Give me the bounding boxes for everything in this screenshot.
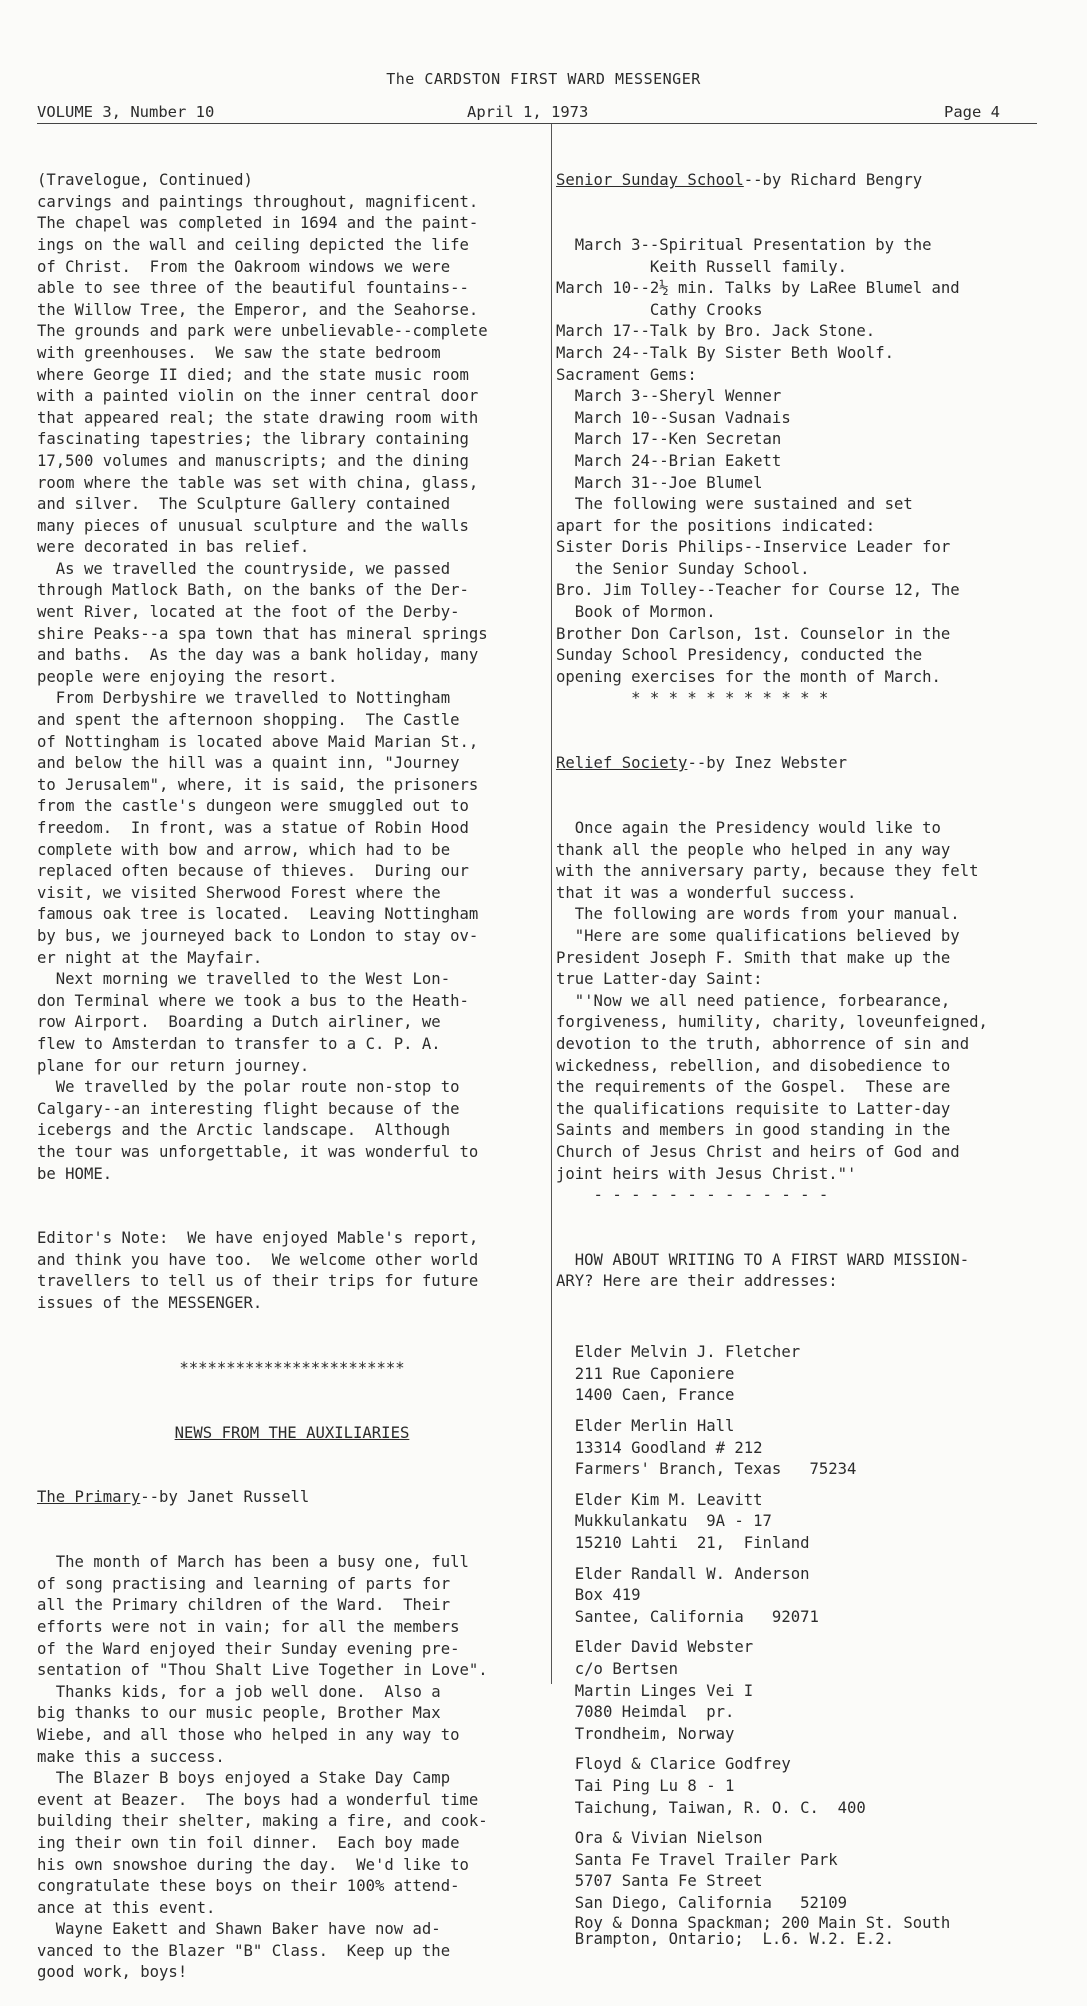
issue-date: April 1, 1973 (467, 103, 589, 121)
address-line: 1400 Caen, France (556, 1386, 735, 1405)
relief-line: true Latter-day Saint: (556, 970, 763, 989)
address-block (556, 1490, 1056, 1555)
travelogue-line: The grounds and park were unbelievable--complete (37, 322, 488, 341)
senior-line: March 10--2½ min. Talks by LaRee Blumel and (556, 279, 960, 298)
relief-line: President Joseph F. Smith that make up the (556, 948, 951, 967)
travelogue-line: able to see three of the beautiful fountains-- (37, 279, 469, 298)
primary-line: event at Beazer. The boys had a wonderful time (37, 1790, 479, 1809)
editors-note-line: travellers to tell us of their trips for future (37, 1272, 479, 1291)
primary-line: congratulate these boys on their 100% attend- (37, 1877, 460, 1896)
travelogue-line: and baths. As the day was a bank holiday, many (37, 646, 479, 665)
address-line: Elder Merlin Hall (556, 1417, 735, 1436)
section-divider: ************************ (179, 1358, 405, 1377)
relief-line: devotion to the truth, abhorrence of sin and (556, 1034, 970, 1053)
senior-heading-line (556, 170, 1056, 192)
travelogue-line: room where the table was set with china, glass, (37, 473, 479, 492)
relief-line: Once again the Presidency would like to (556, 819, 941, 837)
travelogue-line: plane for our return journey. (37, 1056, 310, 1075)
address-line: Floyd & Clarice Godfrey (556, 1755, 791, 1774)
travelogue-line: of Nottingham is located above Maid Marian St., (37, 732, 479, 751)
primary-line: of song practising and learning of parts for (37, 1574, 451, 1593)
senior-line: March 3--Spiritual Presentation by the (556, 235, 932, 254)
address-line: 7080 Heimdal pr. (556, 1703, 735, 1722)
address-line: 15210 Lahti 21, Finland (556, 1534, 810, 1552)
auxiliaries-heading (37, 1423, 547, 1445)
travelogue-line: (Travelogue, Continued) (37, 171, 253, 190)
senior-line: Sacrament Gems: (556, 365, 697, 384)
primary-line: Wayne Eakett and Shawn Baker have now ad- (37, 1920, 441, 1939)
senior-line: March 24--Brian Eakett (556, 451, 782, 470)
relief-line: Church of Jesus Christ and heirs of God and (556, 1142, 960, 1161)
primary-line: sentation of "Thou Shalt Live Together in Love". (37, 1661, 488, 1680)
relief-line: the qualifications requisite to Latter-day (556, 1099, 951, 1118)
senior-sunday-school-article (556, 235, 1056, 710)
travelogue-line: fascinating tapestries; the library containing (37, 430, 469, 449)
relief-line: forgiveness, humility, charity, loveunfeigned, (556, 1013, 988, 1032)
relief-line: that it was a wonderful success. (556, 883, 857, 902)
issue-line (37, 103, 1042, 123)
missionary-line: HOW ABOUT WRITING TO A FIRST WARD MISSION- (556, 1250, 970, 1269)
travelogue-line: The chapel was completed in 1694 and the paint- (37, 214, 479, 233)
senior-line: March 3--Sheryl Wenner (556, 387, 782, 406)
relief-line: "Here are some qualifications believed by (556, 926, 960, 945)
address-line: Box 419 (556, 1586, 641, 1605)
travelogue-line: and spent the afternoon shopping. The Castle (37, 711, 460, 730)
address-line: Tai Ping Lu 8 - 1 (556, 1776, 735, 1795)
primary-line: good work, boys! (37, 1963, 188, 1982)
primary-line: big thanks to our music people, Brother Max (37, 1704, 441, 1723)
masthead: The CARDSTON FIRST WARD MESSENGER (386, 70, 701, 88)
senior-line: Book of Mormon. (556, 603, 716, 622)
primary-line: Wiebe, and all those who helped in any way to (37, 1725, 460, 1744)
address-line: San Diego, California 52109 (556, 1893, 848, 1912)
primary-line: efforts were not in vain; for all the members (37, 1617, 460, 1636)
primary-line: vanced to the Blazer "B" Class. Keep up the (37, 1941, 451, 1960)
header-rule (37, 123, 1037, 124)
relief-line: Saints and members in good standing in the (556, 1121, 951, 1140)
primary-line: ing their own tin foil dinner. Each boy made (37, 1833, 460, 1852)
travelogue-line: Next morning we travelled to the West Lon- (37, 970, 451, 989)
address-block (556, 1564, 1056, 1629)
address-line: Elder Kim M. Leavitt (556, 1490, 763, 1509)
address-line: 5707 Santa Fe Street (556, 1872, 763, 1891)
travelogue-line: to Jerusalem", where, it is said, the prisoners (37, 775, 479, 794)
senior-line: March 17--Talk by Bro. Jack Stone. (556, 322, 876, 341)
senior-line: Brother Don Carlson, 1st. Counselor in the (556, 624, 951, 643)
primary-article (37, 1552, 547, 1984)
travelogue-line: ings on the wall and ceiling depicted the life (37, 235, 469, 254)
senior-line: March 10--Susan Vadnais (556, 408, 791, 427)
address-line: Ora & Vivian Nielson (556, 1829, 763, 1848)
travelogue-line: and silver. The Sculpture Gallery contained (37, 495, 451, 514)
relief-line: wickedness, rebellion, and disobedience to (556, 1056, 951, 1075)
primary-heading: The Primary (37, 1488, 141, 1507)
travelogue-line: went River, located at the foot of the Derby- (37, 603, 460, 622)
address-line: Martin Linges Vei I (556, 1681, 754, 1700)
travelogue-line: with a painted violin on the inner central door (37, 387, 479, 406)
travelogue-line: complete with bow and arrow, which had to be (37, 840, 451, 859)
travelogue-line: We travelled by the polar route non-stop to (37, 1078, 460, 1097)
senior-line: apart for the positions indicated: (556, 516, 876, 535)
primary-line: Thanks kids, for a job well done. Also a (37, 1682, 441, 1701)
primary-line: building their shelter, making a fire, and cook- (37, 1812, 488, 1831)
travelogue-line: shire Peaks--a spa town that has mineral springs (37, 624, 488, 643)
right-column (556, 127, 1056, 1948)
relief-line: with the anniversary party, because they felt (556, 862, 979, 881)
travelogue-line: the Willow Tree, the Emperor, and the Seahorse. (37, 300, 479, 319)
relief-line: The following are words from your manual. (556, 905, 960, 924)
travelogue-line: the tour was unforgettable, it was wonderful to (37, 1142, 479, 1161)
senior-line: March 17--Ken Secretan (556, 430, 782, 449)
relief-line: thank all the people who helped in any way (556, 840, 951, 859)
senior-line: The following were sustained and set (556, 495, 913, 514)
relief-heading-line (556, 753, 1056, 775)
editors-note-line: and think you have too. We welcome other world (37, 1250, 479, 1269)
travelogue-line: where George II died; and the state music room (37, 365, 469, 384)
address-line: Roy & Donna Spackman; 200 Main St. South (556, 1913, 951, 1932)
senior-line: opening exercises for the month of March. (556, 667, 941, 686)
travelogue-line: were decorated in bas relief. (37, 538, 310, 557)
primary-byline: --by Janet Russell (140, 1488, 310, 1507)
relief-byline: --by Inez Webster (687, 754, 848, 773)
address-line: Elder Randall W. Anderson (556, 1564, 810, 1583)
senior-line: Sunday School Presidency, conducted the (556, 646, 923, 665)
address-line: Santee, California 92071 (556, 1607, 819, 1626)
relief-line: joint heirs with Jesus Christ."' (556, 1164, 857, 1183)
travelogue-line: 17,500 volumes and manuscripts; and the dining (37, 451, 469, 470)
address-line: Mukkulankatu 9A - 17 (556, 1512, 772, 1531)
column-divider (551, 124, 552, 1684)
travelogue-article (37, 170, 547, 1185)
address-block (556, 1416, 1056, 1481)
editors-note-line: issues of the MESSENGER. (37, 1294, 263, 1313)
travelogue-line: of Christ. From the Oakroom windows we were (37, 257, 451, 276)
address-block (556, 1754, 1056, 1819)
senior-line: Keith Russell family. (556, 257, 848, 276)
address-line: c/o Bertsen (556, 1659, 679, 1678)
address-line: Elder David Webster (556, 1638, 754, 1657)
travelogue-line: replaced often because of thieves. During our (37, 862, 469, 881)
travelogue-line: flew to Amsterdan to transfer to a C. P. A. (37, 1034, 441, 1053)
left-column (37, 127, 547, 1982)
address-line: Trondheim, Norway (556, 1724, 735, 1743)
address-block (556, 1637, 1056, 1745)
address-line: Farmers' Branch, Texas 75234 (556, 1460, 857, 1479)
primary-line: The Blazer B boys enjoyed a Stake Day Camp (37, 1769, 451, 1788)
travelogue-line: by bus, we journeyed back to London to stay ov- (37, 926, 479, 945)
primary-heading-line (37, 1487, 547, 1509)
travelogue-line: through Matlock Bath, on the banks of the Der- (37, 581, 469, 600)
address-line: Elder Melvin J. Fletcher (556, 1343, 801, 1362)
primary-line: all the Primary children of the Ward. Their (37, 1596, 451, 1615)
travelogue-line: and below the hill was a quaint inn, "Journey (37, 754, 460, 773)
address-line: Taichung, Taiwan, R. O. C. 400 (556, 1798, 866, 1817)
travelogue-line: er night at the Mayfair. (37, 948, 263, 967)
travelogue-line: From Derbyshire we travelled to Nottingham (37, 689, 451, 708)
relief-society-article (556, 818, 1056, 1207)
travelogue-line: with greenhouses. We saw the state bedroom (37, 343, 441, 362)
travelogue-line: freedom. In front, was a statue of Robin Hood (37, 819, 469, 837)
editors-note-line: Editor's Note: We have enjoyed Mable's report, (37, 1229, 479, 1248)
primary-line: The month of March has been a busy one, full (37, 1553, 469, 1572)
primary-line: of the Ward enjoyed their Sunday evening pre- (37, 1639, 460, 1658)
senior-line: March 31--Joe Blumel (556, 473, 763, 492)
senior-sunday-school-heading: Senior Sunday School (556, 171, 744, 190)
missionary-intro (556, 1250, 1056, 1293)
travelogue-line: icebergs and the Arctic landscape. Although (37, 1121, 451, 1140)
travelogue-line: visit, we visited Sherwood Forest where the (37, 883, 441, 902)
senior-line: Bro. Jim Tolley--Teacher for Course 12, The (556, 581, 960, 600)
address-line: 13314 Goodland # 212 (556, 1438, 763, 1457)
address-line: 211 Rue Caponiere (556, 1364, 735, 1383)
travelogue-line: people were enjoying the resort. (37, 667, 338, 686)
volume-number: VOLUME 3, Number 10 (37, 103, 215, 121)
address-block (556, 1342, 1056, 1407)
address-block (556, 1828, 1056, 1946)
travelogue-line: many pieces of unusual sculpture and the walls (37, 516, 469, 535)
travelogue-line: As we travelled the countryside, we passed (37, 559, 451, 578)
travelogue-line: row Airport. Boarding a Dutch airliner, we (37, 1013, 441, 1032)
page-number: Page 4 (944, 103, 1000, 121)
relief-line: - - - - - - - - - - - - - (556, 1186, 829, 1205)
travelogue-line: Calgary--an interesting flight because of the (37, 1099, 460, 1118)
primary-line: ance at this event. (37, 1898, 216, 1917)
travelogue-line: famous oak tree is located. Leaving Nottingham (37, 905, 479, 924)
missionary-addresses (556, 1342, 1056, 1946)
senior-line: Cathy Crooks (556, 300, 763, 319)
travelogue-line: don Terminal where we took a bus to the Heath- (37, 991, 469, 1010)
relief-line: the requirements of the Gospel. These are (556, 1078, 951, 1097)
relief-society-heading: Relief Society (556, 754, 688, 773)
primary-line: make this a success. (37, 1747, 225, 1766)
primary-line: his own snowshoe during the day. We'd like to (37, 1855, 469, 1874)
missionary-line: ARY? Here are their addresses: (556, 1272, 838, 1291)
editors-note (37, 1228, 547, 1314)
senior-line: the Senior Sunday School. (556, 559, 810, 578)
relief-line: "'Now we all need patience, forbearance, (556, 991, 951, 1010)
address-line: Santa Fe Travel Trailer Park (556, 1850, 838, 1869)
senior-line: * * * * * * * * * * * (556, 689, 829, 708)
travelogue-line: carvings and paintings throughout, magnificent. (37, 192, 479, 211)
senior-byline: --by Richard Bengry (743, 171, 923, 190)
auxiliaries-heading-text: NEWS FROM THE AUXILIARIES (174, 1423, 410, 1442)
travelogue-line: be HOME. (37, 1164, 113, 1183)
travelogue-line: that appeared real; the state drawing room with (37, 408, 479, 427)
senior-line: Sister Doris Philips--Inservice Leader for (556, 538, 951, 557)
address-line: Brampton, Ontario; L.6. W.2. E.2. (556, 1929, 894, 1948)
travelogue-line: from the castle's dungeon were smuggled out to (37, 797, 469, 816)
senior-line: March 24--Talk By Sister Beth Woolf. (556, 343, 894, 362)
